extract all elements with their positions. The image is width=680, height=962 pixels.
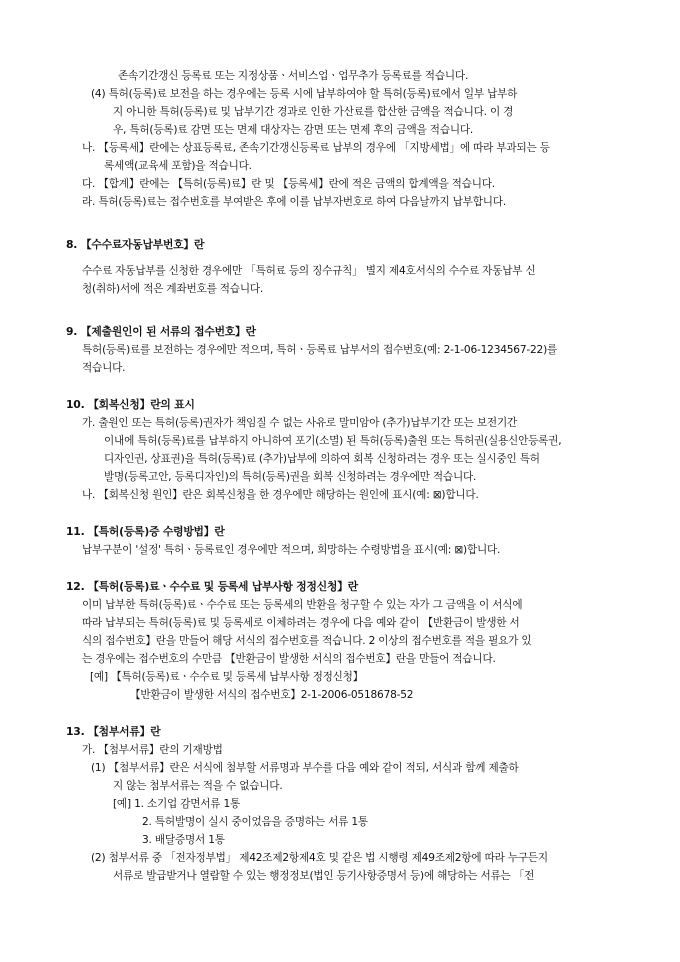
section13-item2-line1: (2) 첨부서류 중 「전자정부법」 제42조제2항제4호 및 같은 법 시행령 제49조제2항에 따라 누구든지 [91, 852, 548, 864]
section12-line1: 이미 납부한 특허(등록)료ㆍ수수료 또는 등록세의 반환을 청구할 수 있는 자가 그 금액을 이 서식에 [82, 599, 523, 611]
section10-ga-line1: 가. 출원인 또는 특허(등록)권자가 책임질 수 없는 사유로 말미암아 (추가)납부기간 또는 보전기간 [82, 417, 518, 429]
section13-example-2: 2. 특허발명이 실시 중이었음을 증명하는 서류 1통 [142, 816, 368, 828]
section7-item4-line3: 우, 특허(등록)료 감면 또는 면제 대상자는 감면 또는 면제 후의 금액을 적습니다. [113, 124, 474, 136]
section13-ga-line: 가. 【첨부서류】란의 기재방법 [82, 744, 223, 756]
section12-example-line1: [예] 【특허(등록)료ㆍ수수료 및 등록세 납부사항 정정신청】 [90, 671, 364, 683]
section13-item1-line2: 지 않는 첨부서류는 적을 수 없습니다. [113, 780, 283, 792]
section8-heading: 8. 【수수료자동납부번호】란 [66, 238, 205, 251]
section11-line: 납부구분이 '설정' 특허ㆍ등록료인 경우에만 적으며, 희망하는 수령방법을 표시(예: ⊠)합니다. [82, 544, 501, 556]
section10-ga-line3: 디자인권, 상표권)을 특허(등록)료 (추가)납부에 의하여 회복 신청하려는 경우 또는 실시중인 특허 [104, 453, 540, 465]
section7-ra-line: 라. 특허(등록)료는 접수번호를 부여받은 후에 이를 납부자번호로 하여 다음날까지 납부합니다. [82, 196, 506, 208]
section12-line2: 따라 납부되는 특허(등록)료 및 등록세로 이체하려는 경우에 다음 예와 같이 【반환금이 발생한 서 [82, 617, 520, 629]
section12-example-line2: 【반환금이 발생한 서식의 접수번호】2-1-2006-0518678-52 [130, 689, 414, 701]
section10-na-line: 나. 【회복신청 원인】란은 회복신청을 한 경우에만 해당하는 원인에 표시(예: ⊠)합니다. [82, 489, 479, 501]
section8-line1: 수수료 자동납부를 신청한 경우에만 「특허료 등의 징수규칙」 별지 제4호서식의 수수료 자동납부 신 [82, 265, 536, 277]
section13-heading: 13. 【첨부서류】란 [66, 725, 161, 738]
section9-line2: 적습니다. [82, 362, 126, 374]
section13-example-1: [예] 1. 소기업 감면서류 1통 [113, 798, 241, 810]
section9-line1: 특허(등록)료를 보전하는 경우에만 적으며, 특허ㆍ등록료 납부서의 접수번호(예: 2-1-06-1234567-22)를 [82, 344, 558, 356]
section11-heading: 11. 【특허(등록)증 수령방법】란 [66, 525, 225, 538]
section10-ga-line2: 이내에 특허(등록)료를 납부하지 아니하여 포기(소멸) 된 특허(등록)출원 또는 특허권(실용신안등록권, [104, 435, 562, 447]
section13-item2-line2: 서류로 발급받거나 열람할 수 있는 행정정보(법인 등기사항증명서 등)에 해당하는 서류는 「전 [113, 870, 535, 882]
section12-heading: 12. 【특허(등록)료ㆍ수수료 및 등록세 납부사항 정정신청】란 [66, 580, 359, 593]
section12-line4: 는 경우에는 접수번호의 수만큼 【반환금이 발생한 서식의 접수번호】란을 만들어 적습니다. [82, 653, 496, 665]
section12-line3: 식의 접수번호】란을 만들어 해당 서식의 접수번호를 적습니다. 2 이상의 접수번호를 적을 필요가 있 [82, 635, 532, 647]
section13-example-3: 3. 배달증명서 1통 [142, 834, 225, 846]
section7-continuation-line: 존속기간갱신 등록료 또는 지정상품ㆍ서비스업ㆍ업무추가 등록료를 적습니다. [118, 70, 469, 82]
section10-heading: 10. 【회복신청】란의 표시 [66, 398, 195, 411]
section13-item1-line1: (1) 【첨부서류】란은 서식에 첨부할 서류명과 부수를 다음 예와 같이 적되, 서식과 함께 제출하 [91, 762, 519, 774]
section10-ga-line4: 발명(등록고안, 등록디자인)의 특허(등록)권을 회복 신청하려는 경우에만 적습니다. [104, 471, 477, 483]
section7-item4-line2: 지 아니한 특허(등록)료 및 납부기간 경과로 인한 가산료를 합산한 금액을 적습니다. 이 경 [113, 106, 514, 118]
section7-na-line2: 록세액(교육세 포함)을 적습니다. [104, 160, 252, 172]
section8-line2: 청(취하)서에 적은 계좌번호를 적습니다. [82, 283, 264, 295]
section9-heading: 9. 【제출원인이 된 서류의 접수번호】란 [66, 325, 256, 338]
section7-item4-line1: (4) 특허(등록)료 보전을 하는 경우에는 등록 시에 납부하여야 할 특허(등록)료에서 일부 납부하 [91, 88, 518, 100]
section7-na-line1: 나. 【등록세】란에는 상표등록료, 존속기간갱신등록료 납부의 경우에 「지방세법」에 따라 부과되는 등 [82, 142, 550, 154]
section7-da-line: 다. 【합계】란에는 【특허(등록)료】란 및 【등록세】란에 적은 금액의 합계액을 적습니다. [82, 178, 495, 190]
